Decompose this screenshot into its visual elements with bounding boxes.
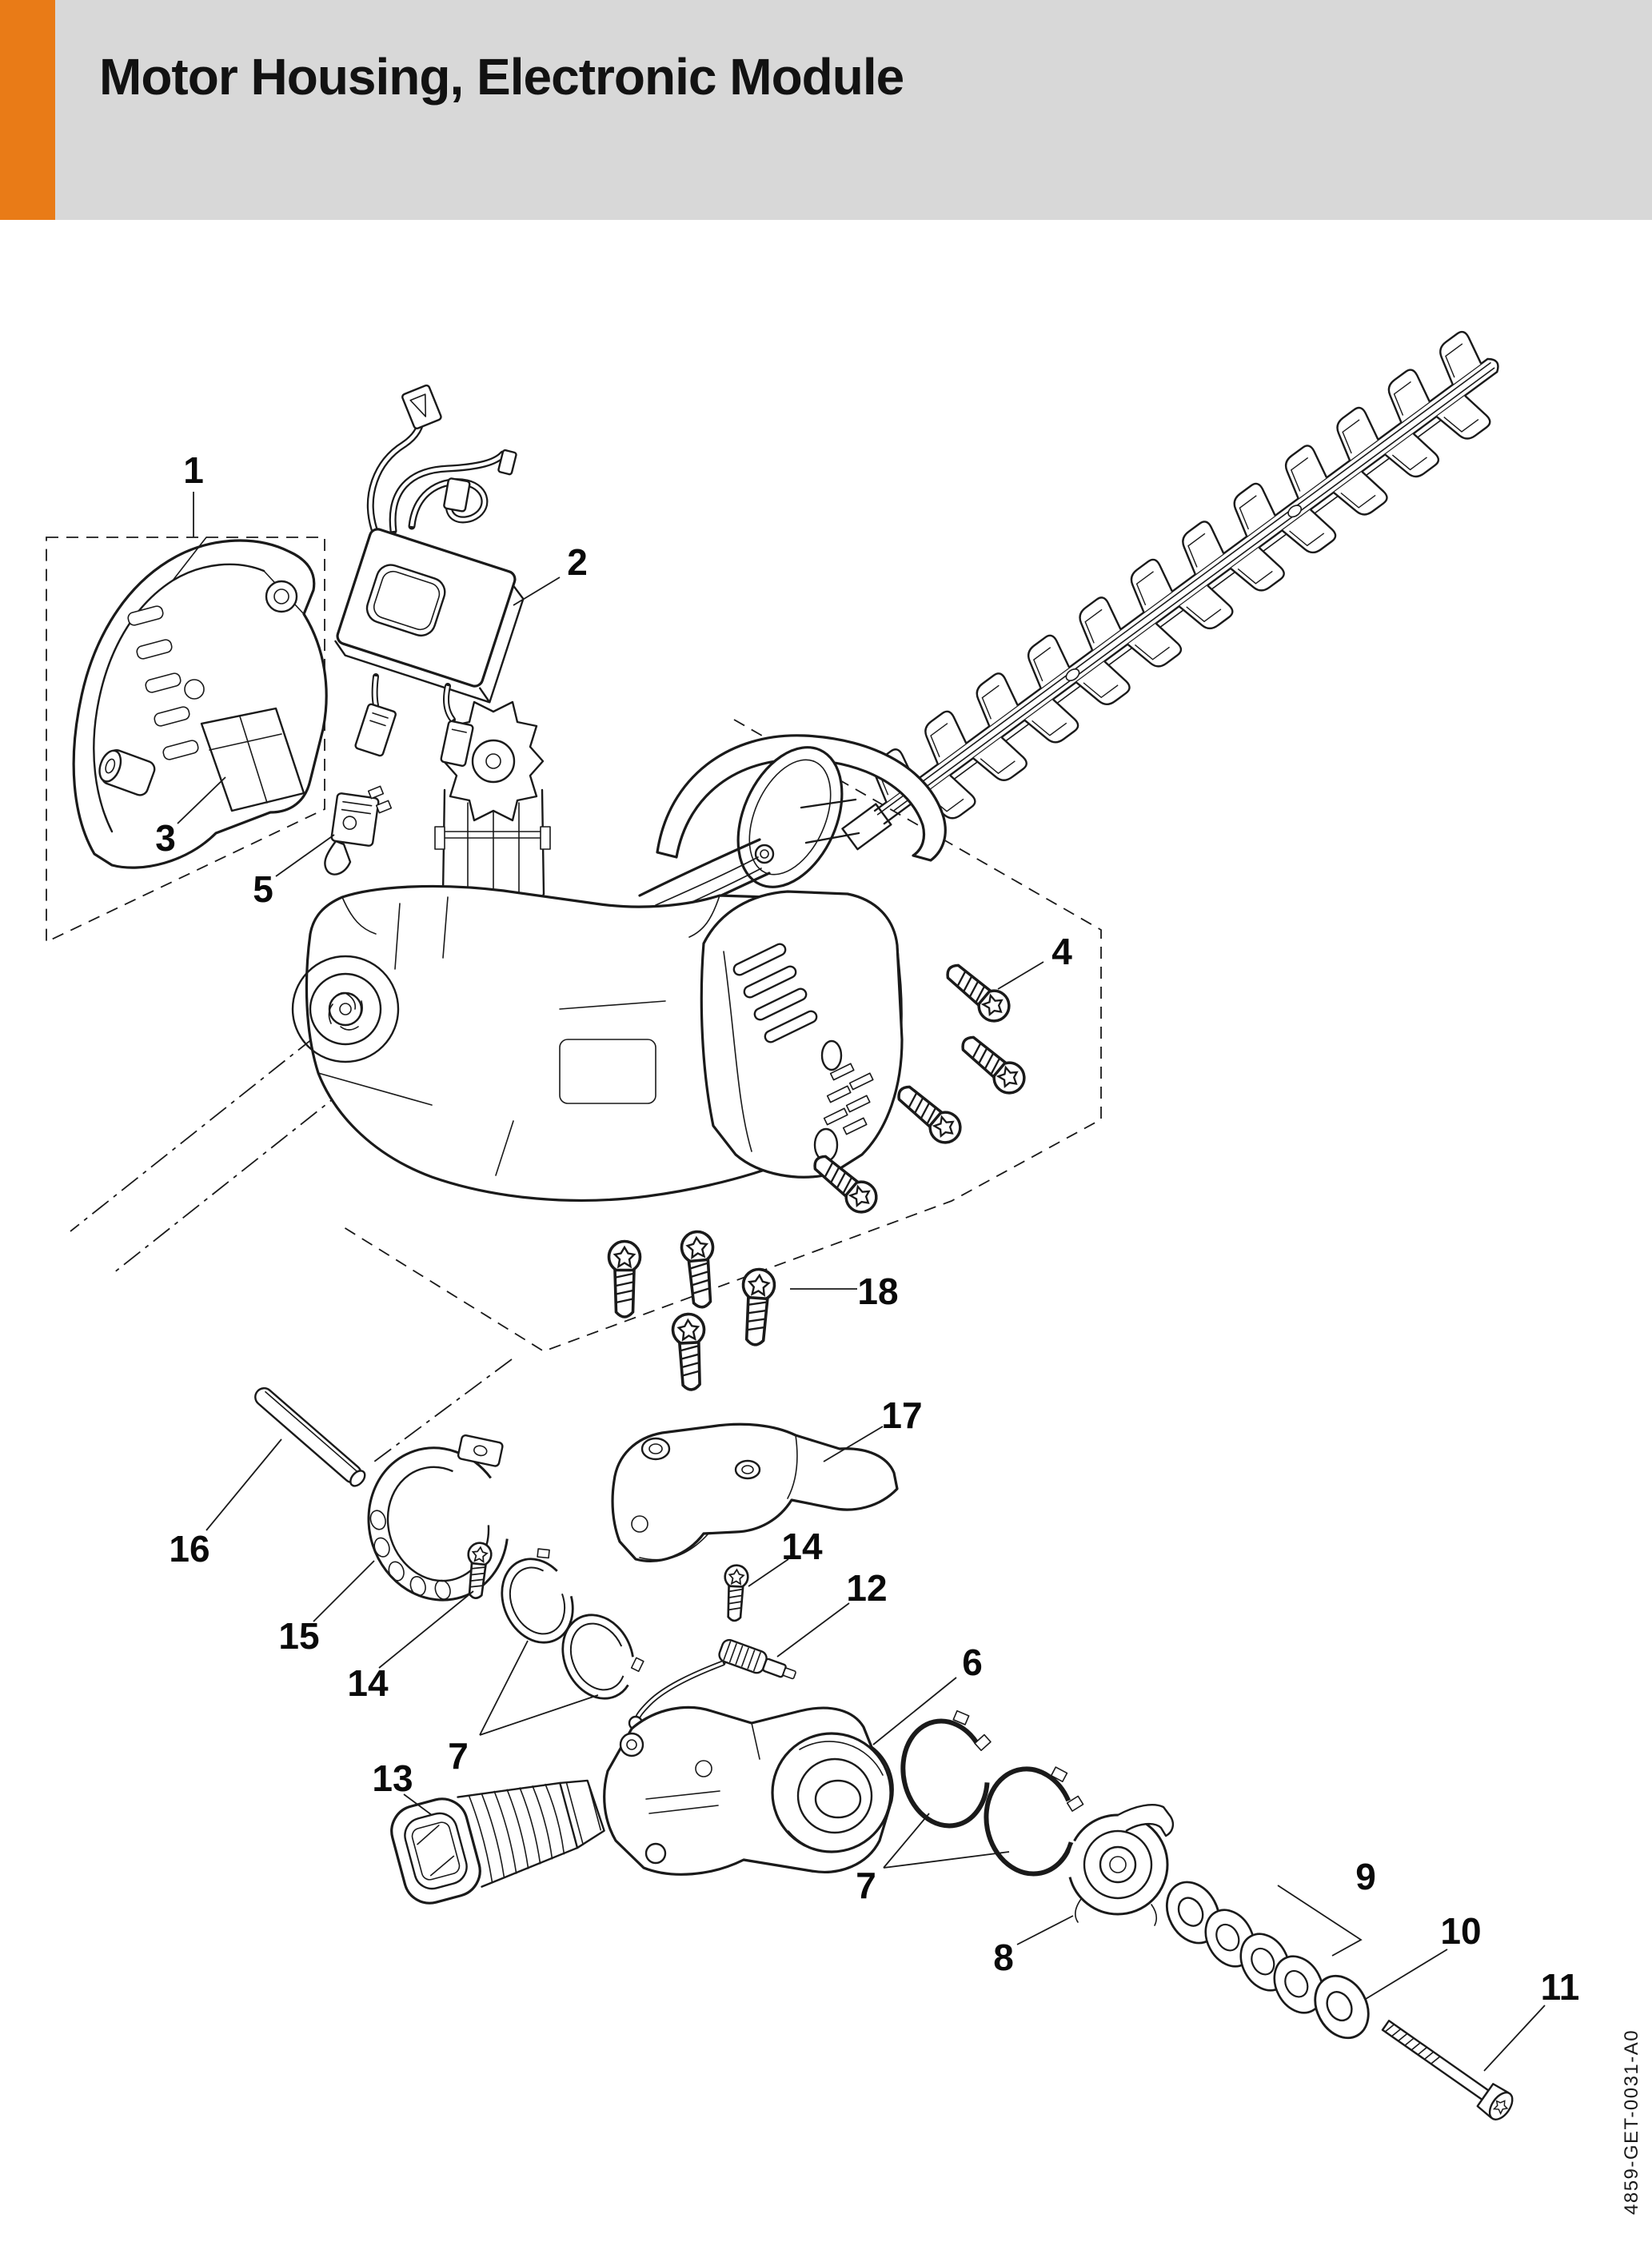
- callout-5: 5: [253, 868, 273, 910]
- callout-6: 6: [962, 1642, 983, 1683]
- callout-8: 8: [993, 1937, 1014, 1978]
- callout-14-right: 14: [781, 1526, 823, 1567]
- callout-14-left: 14: [347, 1662, 389, 1704]
- flat-connector: [401, 385, 442, 429]
- long-bolt: [1377, 2013, 1517, 2123]
- callout-11: 11: [1540, 1966, 1580, 2008]
- clamp-screw-right: [723, 1565, 748, 1622]
- washer-set: [1157, 1873, 1333, 2021]
- callout-16: 16: [169, 1528, 210, 1570]
- callout-12: 12: [846, 1567, 888, 1609]
- pin: [252, 1385, 368, 1489]
- clamp-lower: [349, 1423, 545, 1618]
- clamp-screw-left: [464, 1542, 493, 1599]
- housing-cover: [74, 537, 326, 868]
- callout-4: 4: [1051, 931, 1072, 972]
- callout-10: 10: [1440, 1910, 1482, 1952]
- spade-connector: [355, 704, 397, 756]
- lock-washers: [488, 1544, 652, 1709]
- callout-7-upper: 7: [448, 1735, 469, 1777]
- vented-cover: [701, 892, 902, 1177]
- callout-18: 18: [857, 1271, 899, 1312]
- gearbox-housing: [605, 1707, 893, 1874]
- clamp-upper: [613, 1424, 897, 1561]
- fan-cover: [1068, 1805, 1173, 1925]
- wiring-harness: [370, 385, 517, 531]
- bellows: [386, 1760, 611, 1909]
- page-title: Motor Housing, Electronic Module: [99, 48, 904, 106]
- snap-rings: [892, 1705, 1095, 1882]
- callout-17: 17: [881, 1394, 923, 1436]
- housing-screws: [609, 1231, 776, 1390]
- callout-13: 13: [372, 1757, 413, 1799]
- callout-1: 1: [183, 449, 204, 491]
- callout-9: 9: [1355, 1856, 1376, 1897]
- document-number: 4859-GET-0031-A0: [1621, 2029, 1642, 2215]
- callout-2: 2: [567, 541, 588, 583]
- loop-connector: [444, 478, 470, 512]
- header-background: [0, 0, 1652, 220]
- callout-15: 15: [278, 1615, 320, 1657]
- page-header: [0, 0, 1652, 220]
- callout-3: 3: [155, 817, 176, 859]
- micro-switch: [325, 786, 391, 874]
- header-accent-bar: [0, 0, 55, 220]
- callout-7-lower: 7: [856, 1865, 876, 1906]
